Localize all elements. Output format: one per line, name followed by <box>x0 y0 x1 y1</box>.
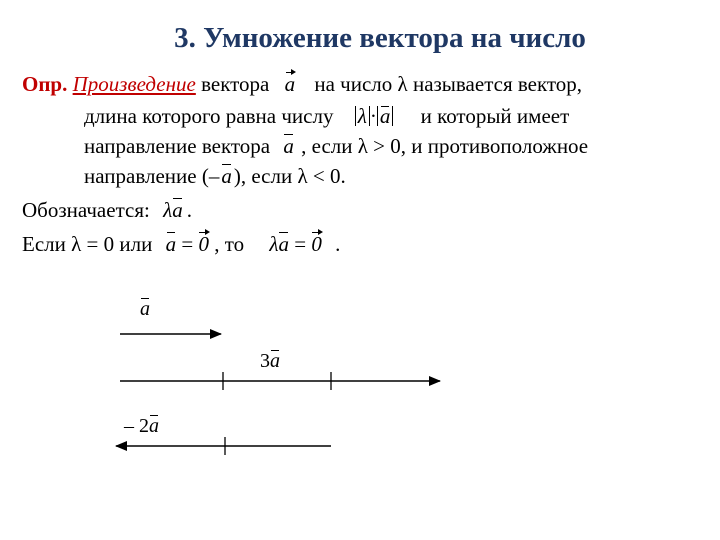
definition-text: направление вектора <box>84 134 271 158</box>
definition-term: Произведение <box>72 72 196 96</box>
vector-a-symbol: a <box>284 72 296 96</box>
definition-text: направление (– <box>84 164 220 188</box>
period: . <box>186 198 192 222</box>
label-vector-minus-2a: – 2a <box>124 415 159 437</box>
definition-text: ), если λ < 0. <box>233 164 346 188</box>
period: . <box>335 232 341 256</box>
vector-a-symbol: a <box>172 198 183 222</box>
label-vector-3a: 3a <box>260 350 280 372</box>
abs-vector-a: a <box>377 106 394 126</box>
definition-text: на число λ называется вектор, <box>314 72 583 96</box>
lambda-symbol: λ <box>163 198 173 222</box>
condition-text: Если λ = 0 или <box>22 232 153 256</box>
abs-lambda: λ <box>355 106 370 126</box>
dot-operator: · <box>369 104 377 128</box>
definition-text: и который имеет <box>420 104 570 128</box>
definition-text: , если λ > 0, и противоположное <box>301 134 589 158</box>
notation-label: Обозначается: <box>22 198 150 222</box>
zero-vector-equation: a = 0 <box>165 232 209 256</box>
page-title: 3. Умножение вектора на число <box>174 22 586 54</box>
definition-label: Опр. <box>22 72 68 96</box>
vector-a-symbol: a <box>283 134 294 158</box>
result-equation: λa = 0 <box>269 232 322 256</box>
vector-a-symbol: a <box>221 164 232 188</box>
label-vector-a: a <box>140 298 150 320</box>
definition-text: вектора <box>201 72 270 96</box>
definition-text: длина которого равна числу <box>84 104 334 128</box>
condition-text: , то <box>214 232 245 256</box>
